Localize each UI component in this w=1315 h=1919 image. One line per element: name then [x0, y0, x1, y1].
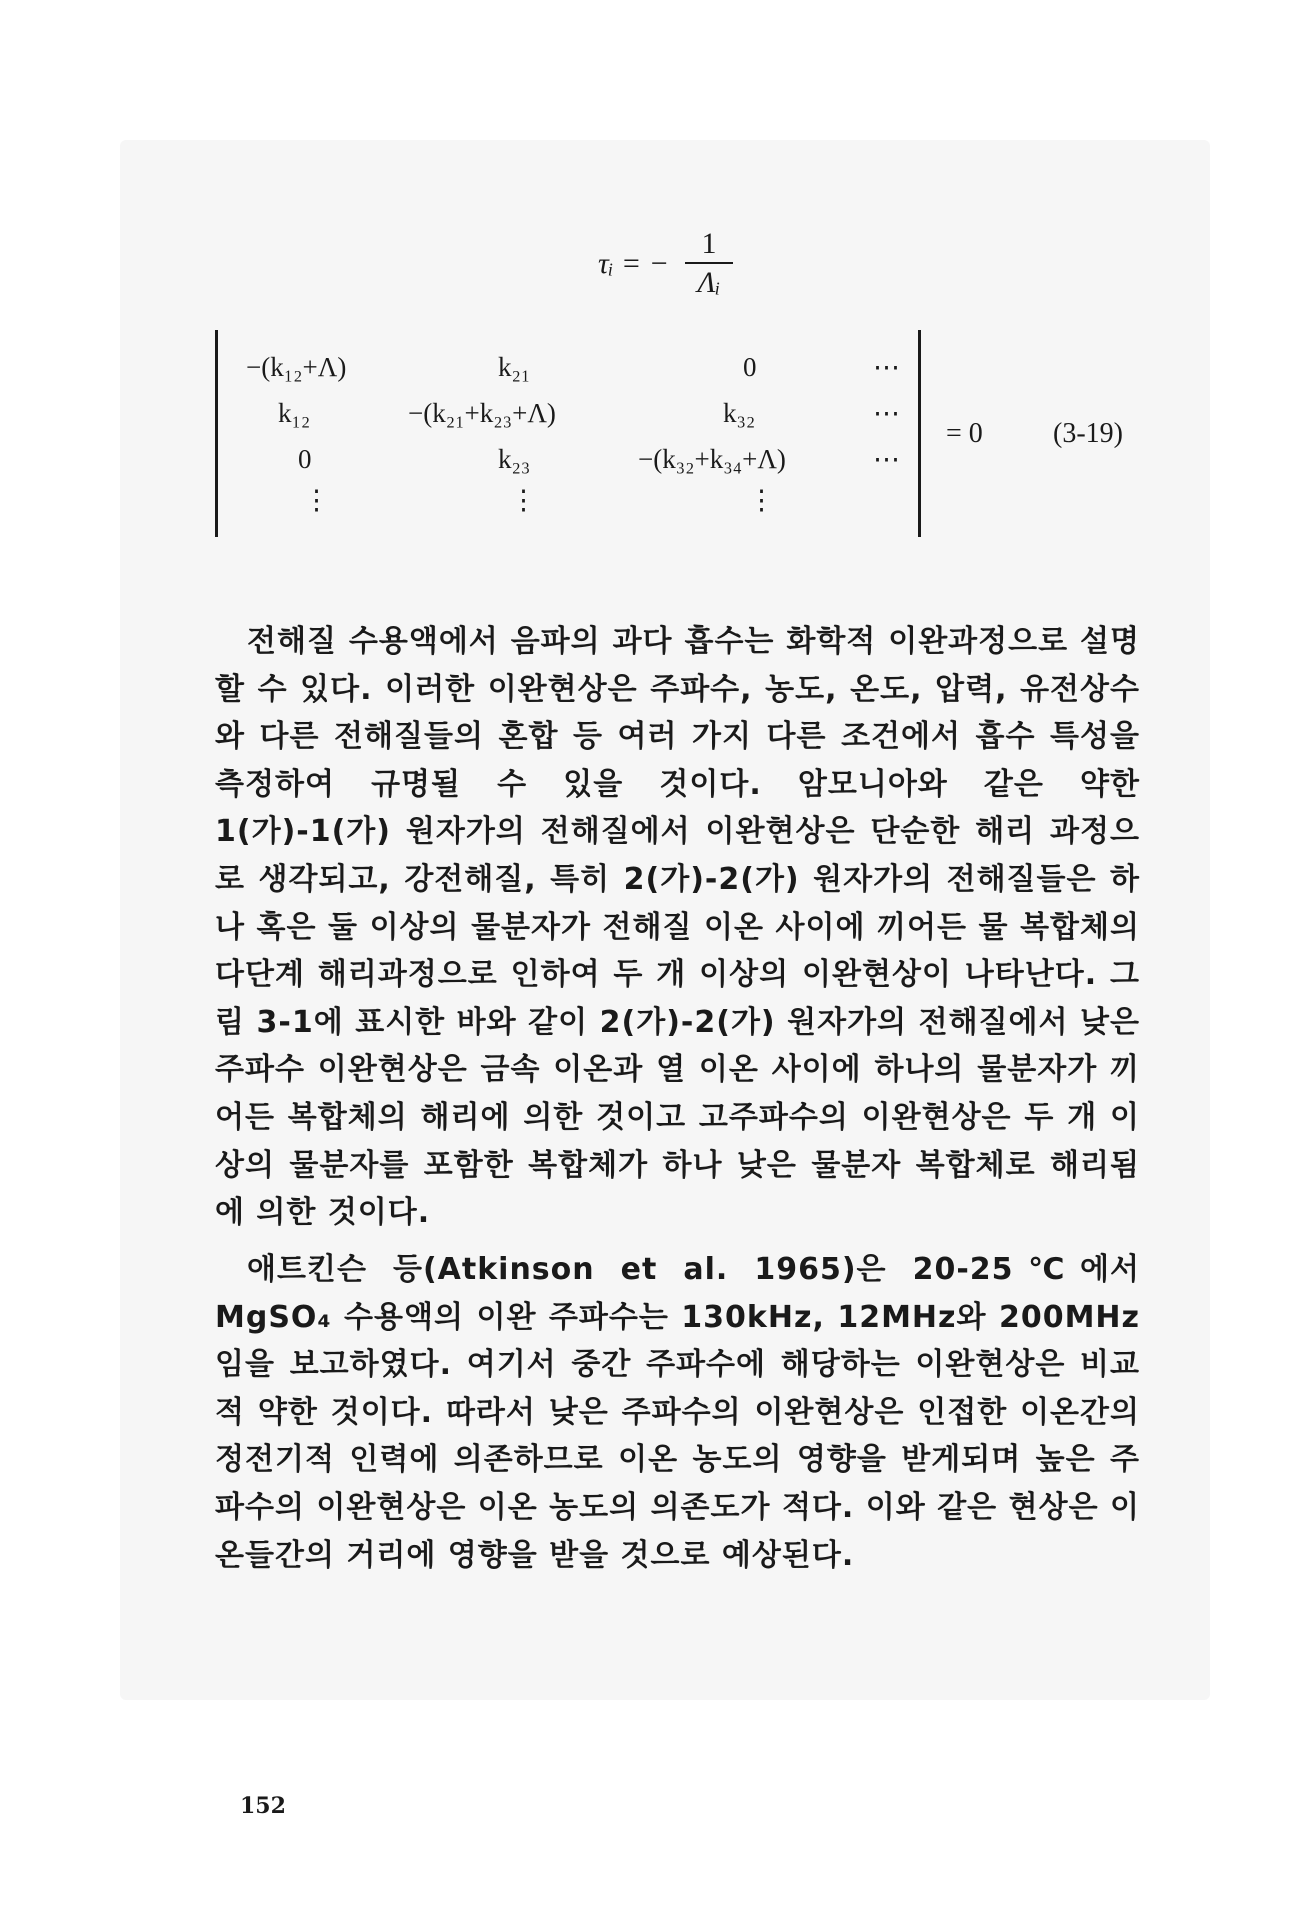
- equation-tau-lhs: τᵢ = −: [598, 247, 669, 280]
- matrix-vdots: ⋮: [510, 485, 537, 515]
- equation-tau-fraction: [685, 226, 733, 302]
- matrix-cell: −(k₃₂+k₃₄+Λ): [638, 444, 786, 474]
- equation-tau: [598, 226, 733, 302]
- matrix-cell: −(k₂₁+k₂₃+Λ): [408, 398, 556, 428]
- matrix-cell: k₂₃: [498, 444, 531, 474]
- matrix-cell: 0: [298, 444, 312, 474]
- equation-number: (3-19): [1053, 418, 1123, 449]
- matrix-cell: k₁₂: [278, 398, 311, 428]
- page-number: 152: [240, 1793, 286, 1819]
- matrix-cell: k₃₂: [723, 398, 756, 428]
- matrix-cell: 0: [743, 352, 757, 382]
- body-paragraph-1: 전해질 수용액에서 음파의 과다 흡수는 화학적 이완과정으로 설명할 수 있다. 이러한 이완현상은 주파수, 농도, 온도, 압력, 유전상수와 다른 전해질들의 혼합 등 여러 가지 다른 조건에서 흡수 특성을 측정하여 규명될 수 있을 것이다. 암모니아와 같은 약한 1(가)-1(가) 원자가의 전해질에서 이완현상은 단순한 해리 과정으로 생각되고, 강전해질, 특히 2(가)-2(가) 원자가의 전해질들은 하나 혹은 둘 이상의 물분자가 전해질 이온 사이에 끼어든 물 복합체의 다단계 해리과정으로 인하여 두 개 이상의 이완현상이 나타난다. 그림 3-1에 표시한 바와 같이 2(가)-2(가) 원자가의 전해질에서 낮은 주파수 이완현상은 금속 이온과 열 이온 사이에 하나의 물분자가 끼어든 복합체의 해리에 의한 것이고 고주파수의 이완현상은 두 개 이상의 물분자를 포함한 복합체가 하나 낮은 물분자 복합체로 해리됨에 의한 것이다.: [215, 624, 1140, 1231]
- body-paragraph-2: 애트킨슨 등(Atkinson et al. 1965)은 20-25℃에서 MgSO₄ 수용액의 이완 주파수는 130kHz, 12MHz와 200MHz 임을 보고하였다. 여기서 중간 주파수에 해당하는 이완현상은 비교적 약한 것이다. 따라서 낮은 주파수의 이완현상은 인접한 이온간의 정전기적 인력에 의존하므로 이온 농도의 영향을 받게되며 높은 주파수의 이완현상은 이온 농도의 의존도가 적다. 이와 같은 현상은 이온들간의 거리에 영향을 받을 것으로 예상된다.: [215, 1252, 1140, 1573]
- matrix-cell: k₂₁: [498, 352, 531, 382]
- determinant-matrix: [215, 330, 921, 537]
- matrix-cell: ⋯: [873, 352, 900, 382]
- fraction-numerator: 1: [701, 227, 717, 260]
- matrix-cell: −(k₁₂+Λ): [246, 352, 347, 382]
- matrix-cell: ⋯: [873, 398, 900, 428]
- fraction-denominator: Λᵢ: [697, 266, 721, 299]
- determinant-rhs: = 0: [946, 418, 983, 449]
- matrix-vdots: ⋮: [748, 485, 775, 515]
- matrix-vdots: ⋮: [303, 485, 330, 515]
- matrix-cell: ⋯: [873, 444, 900, 474]
